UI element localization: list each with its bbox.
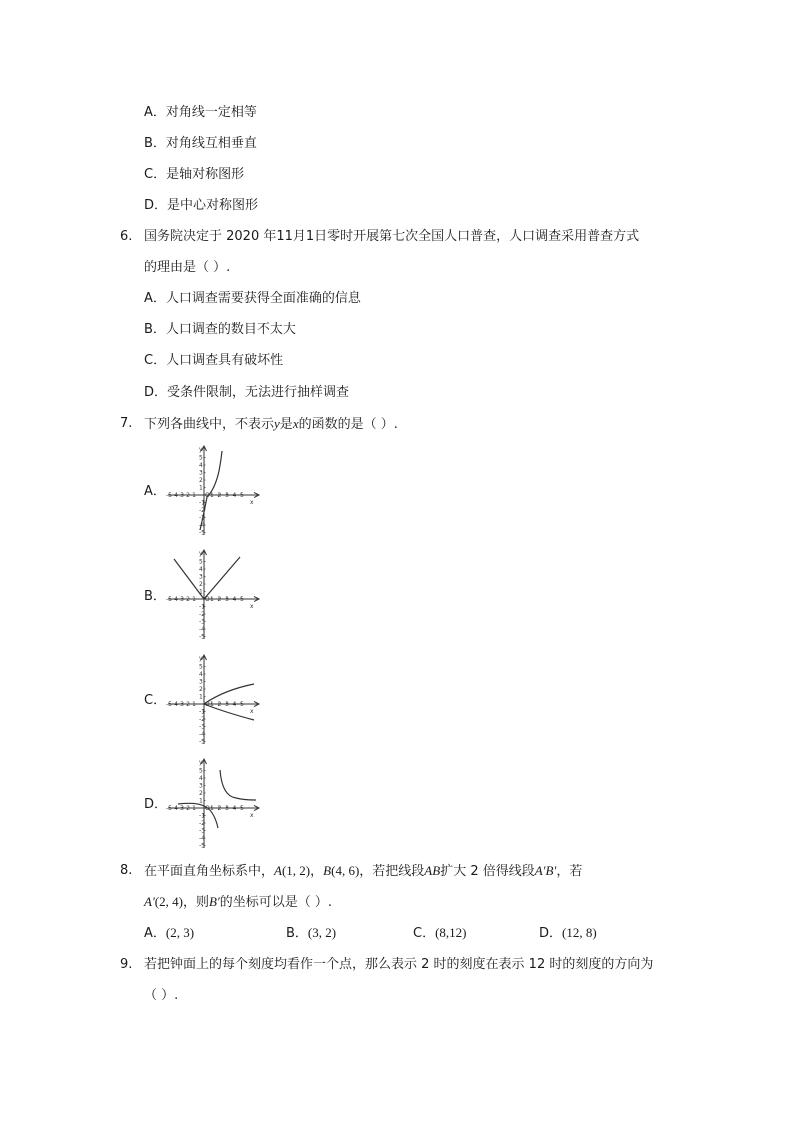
y-axis-label: y: [199, 550, 203, 557]
y-tick-label: -2: [199, 507, 205, 514]
y-tick-label: 4: [199, 566, 203, 573]
x-tick-label: 3: [225, 701, 229, 708]
y-tick-label: 3: [199, 469, 203, 477]
coordinate-graph: [164, 652, 264, 746]
option-letter: B．: [286, 926, 308, 941]
x-tick-label: 4: [232, 492, 237, 499]
x-tick-label: 2: [217, 596, 222, 603]
q7-stem: [144, 415, 398, 434]
y-tick-label: -3: [199, 618, 205, 626]
x-tick-label: 5: [240, 701, 244, 708]
point-b: B: [323, 863, 332, 878]
segment-a-b-prime: A′B′: [534, 863, 557, 878]
y-tick-label: -1: [199, 708, 205, 716]
y-tick-label: -2: [199, 716, 205, 723]
q8-option-c: [413, 924, 467, 943]
stem-text: 在平面直角坐标系中，: [144, 864, 275, 879]
x-tick-label: 1: [210, 805, 214, 812]
option-text: 人口调查的数目不太大: [165, 322, 296, 337]
option-text: 对角线一定相等: [165, 105, 257, 120]
y-tick-label: 2: [199, 477, 203, 484]
y-tick-label: 4: [199, 671, 203, 678]
stem-text: 是: [279, 417, 293, 432]
x-tick-label: 3: [225, 805, 229, 812]
y-tick-label: -4: [199, 835, 205, 842]
q7-number: 7.: [120, 416, 133, 431]
y-tick-label: 4: [199, 775, 203, 782]
x-tick-label: 1: [210, 701, 214, 708]
q7-option-d-letter: D．: [144, 797, 168, 812]
q7-option-b-letter: B．: [144, 589, 166, 604]
q7-option-a-letter: A．: [144, 484, 166, 499]
q7-graph-d: [164, 756, 264, 854]
x-tick-label: 4: [232, 805, 237, 812]
stem-text: 扩大 2 倍得线段: [440, 864, 535, 879]
point-a-prime: A′: [144, 894, 155, 909]
x-tick-label: 3: [225, 492, 229, 499]
y-tick-label: 5: [199, 767, 203, 775]
y-tick-label: 3: [199, 782, 203, 790]
y-tick-label: -4: [199, 522, 205, 529]
option-text: (2, 3): [165, 925, 195, 940]
x-tick-label: 5: [240, 492, 244, 499]
q6-option-d: [144, 384, 349, 402]
q6-stem-line1: 国务院决定于 2020 年11月1日零时开展第七次全国人口普查，人口调查采用普查方式: [144, 229, 640, 244]
option-text: 是轴对称图形: [166, 167, 245, 182]
var-y: y: [274, 416, 280, 431]
x-axis-label: x: [250, 603, 254, 610]
x-tick-label: 5: [240, 805, 244, 812]
y-tick-label: -5: [199, 738, 205, 746]
origin-label: O: [205, 701, 210, 708]
y-tick-label: 5: [199, 663, 203, 671]
y-tick-label: -5: [199, 842, 205, 850]
stem-text: ，若: [556, 864, 583, 879]
coord-a-prime: (2, 4): [154, 894, 183, 909]
option-text: 人口调查具有破坏性: [166, 353, 284, 368]
q7-graph-b: [164, 547, 264, 645]
y-tick-label: -2: [199, 820, 205, 827]
coordinate-graph: [164, 443, 264, 537]
option-letter: B．: [144, 322, 166, 337]
y-axis-label: y: [199, 759, 203, 766]
q8-option-d: [539, 924, 597, 943]
q7-graph-a: [164, 443, 264, 541]
x-tick-label: 5: [240, 596, 244, 603]
y-tick-label: 5: [199, 454, 203, 462]
y-tick-label: -5: [199, 529, 205, 537]
q8-option-a: [144, 924, 194, 943]
x-tick-labels-negative: -5-4-3-2-1: [166, 596, 196, 603]
q9-stem-line1: 若把钟面上的每个刻度均看作一个点，那么表示 2 时的刻度在表示 12 时的刻度的方向为: [144, 957, 654, 972]
segment-ab: AB: [424, 863, 441, 878]
y-tick-label: -4: [199, 731, 205, 738]
origin-label: O: [205, 805, 210, 812]
option-letter: D．: [144, 385, 168, 400]
q8-option-b: [286, 924, 336, 943]
y-tick-label: 5: [199, 558, 203, 566]
x-axis-label: x: [250, 812, 254, 819]
x-tick-label: 2: [217, 805, 222, 812]
point-b-prime: B′: [208, 894, 220, 909]
curve-hyperbola-upper: [220, 770, 256, 800]
option-letter: C．: [413, 926, 436, 941]
x-tick-labels-negative: -5-4-3-2-1: [166, 492, 196, 499]
option-text: (12, 8): [562, 925, 597, 940]
stem-text: ，若把线段: [359, 864, 425, 879]
y-tick-label: -1: [199, 603, 205, 611]
y-tick-label: 1: [199, 797, 203, 805]
x-tick-label: 4: [232, 596, 237, 603]
option-text: (3, 2): [307, 925, 337, 940]
q6-option-a: [144, 290, 361, 308]
y-tick-label: -1: [199, 812, 205, 820]
y-tick-label: -3: [199, 514, 205, 522]
x-tick-label: 3: [225, 596, 229, 603]
option-letter: C．: [144, 353, 167, 368]
q6-option-b: [144, 321, 296, 339]
coord-a: (1, 2): [281, 863, 311, 878]
y-tick-label: 2: [199, 790, 203, 797]
x-tick-labels-negative: -5-4-3-2-1: [166, 701, 196, 708]
y-tick-label: 3: [199, 678, 203, 686]
q6-stem-line2: 的理由是（ ）.: [144, 260, 231, 275]
axes: [166, 655, 259, 746]
option-letter: A．: [144, 291, 166, 306]
y-tick-label: -1: [199, 499, 205, 507]
q8-stem-line1: [144, 862, 582, 881]
curve-absolute-value: [174, 557, 240, 599]
axes: [166, 446, 259, 537]
coordinate-graph: [164, 547, 264, 641]
origin-label: O: [205, 492, 210, 499]
y-axis-label: y: [199, 655, 203, 662]
x-tick-label: 2: [217, 701, 222, 708]
x-axis-label: x: [250, 499, 254, 506]
option-letter: A．: [144, 926, 166, 941]
option-letter: B．: [144, 136, 166, 151]
q7-option-c-letter: C．: [144, 693, 167, 708]
x-tick-label: 1: [210, 492, 214, 499]
y-tick-label: -2: [199, 611, 205, 618]
option-letter: C．: [144, 167, 167, 182]
option-text: 人口调查需要获得全面准确的信息: [165, 291, 361, 306]
y-tick-label: 1: [199, 693, 203, 701]
x-tick-label: 4: [232, 701, 237, 708]
curve-sideways-parabola-lower: [204, 704, 254, 720]
q7-graph-c: [164, 652, 264, 750]
y-tick-label: 3: [199, 573, 203, 581]
q6-option-c: [144, 352, 283, 370]
y-tick-label: -5: [199, 633, 205, 641]
var-x: x: [292, 416, 299, 431]
q9-stem-line2: （ ）.: [144, 988, 179, 1003]
stem-text: ，则: [182, 895, 209, 910]
coord-b: (4, 6): [331, 863, 360, 878]
y-tick-label: 2: [199, 686, 203, 693]
x-tick-label: 2: [217, 492, 222, 499]
origin-label: O: [205, 596, 210, 603]
q6-number: 6.: [120, 229, 133, 244]
option-text: 对角线互相垂直: [165, 136, 257, 151]
y-tick-label: -4: [199, 626, 205, 633]
option-text: 是中心对称图形: [167, 198, 259, 213]
option-letter: D．: [144, 198, 168, 213]
option-letter: D．: [539, 926, 563, 941]
y-tick-label: -3: [199, 827, 205, 835]
q5-option-d: [144, 197, 258, 215]
curve-exponential: [200, 451, 222, 530]
x-tick-labels-negative: -5-4-3-2-1: [166, 805, 196, 812]
q5-option-b: [144, 135, 257, 153]
q8-stem-line2: [144, 893, 332, 912]
option-text: 受条件限制，无法进行抽样调查: [167, 385, 350, 400]
q9-number: 9.: [120, 957, 133, 972]
axes: [166, 550, 259, 641]
option-letter: A．: [144, 105, 166, 120]
y-tick-label: -3: [199, 723, 205, 731]
q8-number: 8.: [120, 863, 133, 878]
point-a: A: [274, 863, 282, 878]
y-tick-label: 2: [199, 581, 203, 588]
stem-text: 的坐标可以是（ ）.: [219, 895, 333, 910]
stem-text: 下列各曲线中，不表示: [144, 417, 275, 432]
stem-text: 的函数的是（ ）.: [298, 417, 398, 432]
option-text: (8,12): [435, 925, 467, 940]
y-tick-label: 1: [199, 484, 203, 492]
q5-option-a: [144, 104, 257, 122]
y-tick-label: 1: [199, 588, 203, 596]
x-axis-label: x: [250, 708, 254, 715]
stem-text: ，: [310, 864, 324, 879]
y-axis-label: y: [199, 446, 203, 453]
y-tick-label: 4: [199, 462, 203, 469]
x-tick-label: 1: [210, 596, 214, 603]
coordinate-graph: [164, 756, 264, 850]
q5-option-c: [144, 166, 244, 184]
